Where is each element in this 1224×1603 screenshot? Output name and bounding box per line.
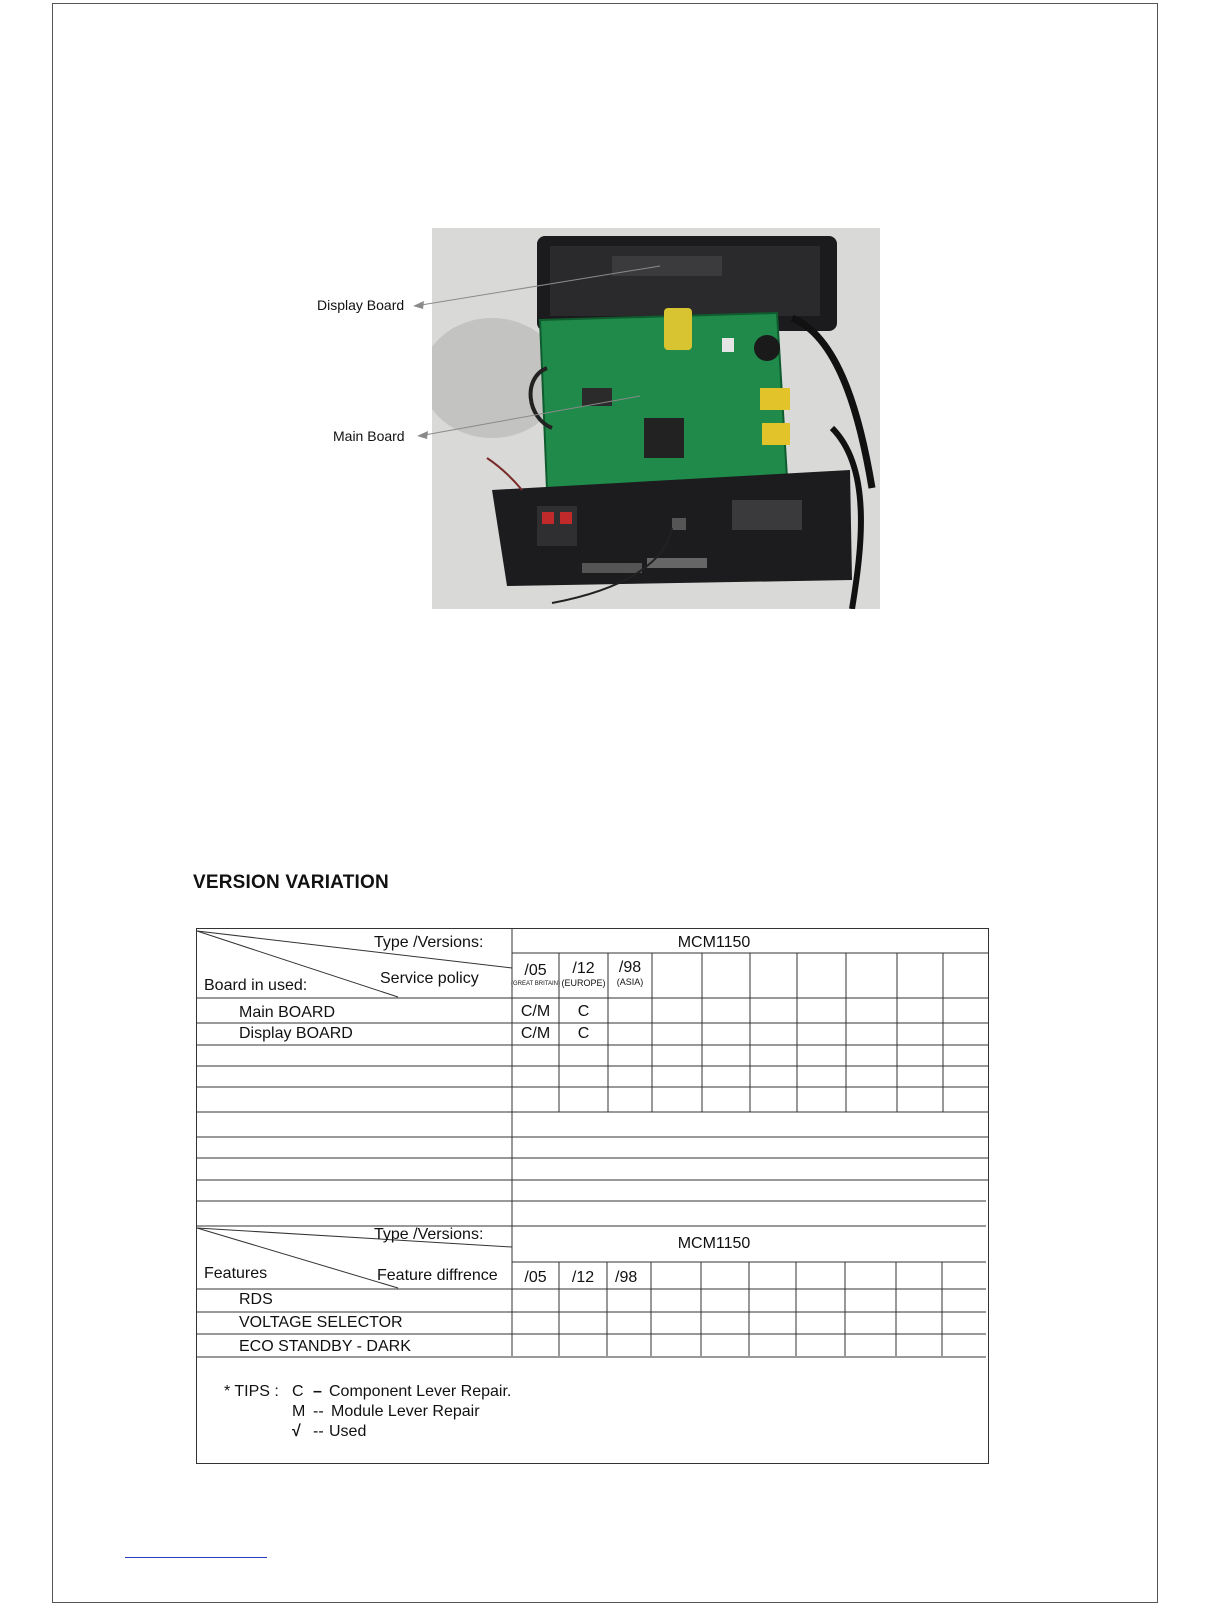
version-code-05: /05: [524, 962, 547, 979]
type-versions-label-2: Type /Versions:: [374, 1226, 484, 1243]
features-label: Features: [204, 1265, 268, 1282]
feature-version-05: /05: [524, 1269, 547, 1286]
tip-c-text: Component Lever Repair.: [329, 1383, 512, 1400]
feature-row-voltage-selector: VOLTAGE SELECTOR: [239, 1314, 403, 1331]
model-header-2: MCM1150: [677, 1235, 751, 1252]
feature-version-98: /98: [615, 1269, 638, 1286]
feature-difference-label: Feature diffrence: [377, 1267, 498, 1284]
row-display-board-label: Display BOARD: [239, 1025, 353, 1042]
feature-row-rds: RDS: [239, 1291, 273, 1308]
row-main-board-label: Main BOARD: [239, 1004, 336, 1021]
main-board-callout: Main Board: [333, 428, 405, 444]
tip-m-symbol: M: [292, 1403, 306, 1420]
version-region-12: (EUROPE): [561, 978, 606, 988]
section-title: VERSION VARIATION: [193, 872, 389, 893]
footer-link-underline[interactable]: [125, 1557, 267, 1558]
service-policy-label: Service policy: [380, 970, 479, 987]
board-photo-illustration: [432, 228, 880, 609]
version-region-98: (ASIA): [616, 977, 644, 987]
tip-used-sep: --: [313, 1423, 324, 1440]
tips-prefix: * TIPS :: [224, 1383, 279, 1400]
row-display-board-05: C/M: [520, 1025, 551, 1042]
version-region-05: (GREAT BRITAIN): [510, 981, 560, 987]
tip-m-sep: --: [313, 1403, 324, 1420]
tip-c-sep: –: [313, 1383, 322, 1400]
tip-used-symbol: √: [292, 1423, 301, 1440]
board-photo: [432, 228, 880, 609]
type-versions-label: Type /Versions:: [374, 934, 484, 951]
display-board-callout: Display Board: [317, 297, 405, 313]
board-in-used-label: Board in used:: [204, 977, 308, 994]
model-header: MCM1150: [677, 934, 751, 951]
row-main-board-05: C/M: [520, 1003, 551, 1020]
row-main-board-12: C: [577, 1003, 590, 1020]
tip-c-symbol: C: [292, 1383, 304, 1400]
tip-m-text: Module Lever Repair: [331, 1403, 480, 1420]
feature-version-12: /12: [571, 1269, 595, 1286]
version-code-98: /98: [618, 959, 642, 976]
row-display-board-12: C: [577, 1025, 590, 1042]
version-code-12: /12: [572, 960, 595, 977]
feature-row-eco-standby: ECO STANDBY - DARK: [239, 1338, 411, 1355]
tip-used-text: Used: [329, 1423, 367, 1440]
